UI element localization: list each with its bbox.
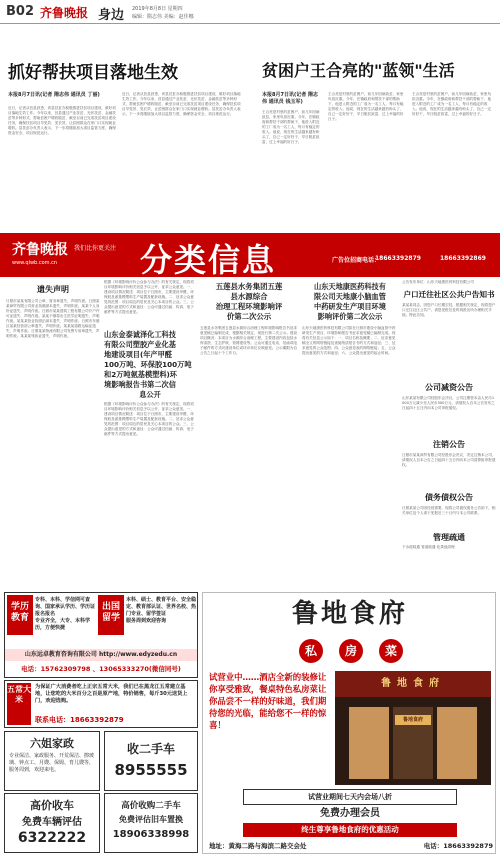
photo-door-left — [349, 707, 389, 779]
restaurant-address: 地址：黄海二路与海滨二路交会处 — [209, 842, 307, 850]
column-pharma-notice — [302, 280, 398, 590]
ad-rice-phone: 联系电话：18663392879 — [35, 716, 124, 724]
pharma-notice-text: 山东天地康医药科技有限公司拟在日照市建设小脑血管中药研发生产项目，环境影响报告书征求意见稿已编制完成。现将有关信息公示如下：一、项目名称及概要；二、征求意见稿全文的网络链接及查阅纸质报告书的方式和途径；三、征求意见的公众范围；四、公众意见表的网络链接；五、公众提出意见的方式和途径；六、公众提出意见的起止时间。 — [302, 326, 396, 355]
ad-edu-right-line: 服务周到欢迎咨询 — [126, 618, 167, 624]
restaurant-event-1: 试营业期间七天内会场八折 — [243, 789, 457, 805]
chem-title-line: 息公开 — [139, 390, 161, 399]
ad-restaurant — [202, 592, 496, 854]
ad-edu-left-label: 学历教育 — [7, 595, 33, 635]
story-right-byline: 本报8月7日讯(记者 隋志伟 通讯员 钱玉军) — [262, 92, 318, 105]
water-title-line: 五莲县水务集团五莲 — [215, 282, 283, 291]
ad-edu-left-line: 专业齐全，大专、本科学历，方便快捷 — [35, 618, 91, 631]
chem-title-line: 地建设项目(年产甲醛 — [104, 350, 172, 359]
restaurant-event-2: 免费办理会员 — [320, 808, 380, 819]
column-misc-notices — [402, 280, 496, 590]
banner-title: 分类信息 — [140, 241, 277, 279]
section-name: 身边 — [98, 8, 125, 23]
restaurant-intro: 试营业中……酒店全新的装修让你享受雅致，餐桌特色私房菜让你品尝不一样的好味道，我们期待您的光临，能给您不一样的惊喜！ — [209, 672, 327, 730]
editors-line: 编辑：隋志伟 美编：赵佳娜 — [132, 14, 194, 20]
ad-car-title: 收二手车 — [126, 742, 175, 756]
chem-title-line: 100万吨、环保胶100万吨 — [104, 360, 192, 369]
ad-rice-label: 五常大米 — [7, 683, 31, 725]
story-left-text-col1: 近日，记者从莒县获悉，该县扶贫办积极推进扶贫项目建设，做好项目落地生效工作。今年以来，莒县通过产业扶贫、光伏扶贫、金融扶贫等多种形式，帮助贫困户增收脱贫，截至目前已完成扶贫项目建设任务，确保扶贫项目早见效、见长效，让贫困群众在家门口实现就业增收。县扶贫办负责人表示，下一步将继续加大项目监管力度，确保资金安全、项目规范运行。 — [8, 106, 116, 135]
ad-rice — [4, 680, 198, 728]
story-left-headline: 抓好帮扶项目落地生效 — [8, 63, 178, 83]
ad-house-text: 专业保洁、家政服务、开荒保洁、擦玻璃、钟点工、月嫂、保姆、育儿嫂等，服务周到，欢迎来电。 — [9, 753, 95, 773]
debt-notice-text: 日照某某公司因经营需要，现将公司债权债务公告如下，相关单位及个人请于见报后三十日内与本公司联系。 — [402, 506, 496, 515]
lost-notice-text: 日照市某某有限公司公章、财务章遗失，声明作废。日照某某商贸有限公司营业执照副本遗失，声明作废。某某个人身份证遗失，声明作废。日照市某某建筑工程有限公司开户许可证遗失，声明作废。某某不慎将出生医学证明遗失，声明作废。某某某营业执照正副本遗失，声明作废。日照市东港区某某经营部公章遗失，声明作废。某某某道路运输证遗失，声明作废。日照某某物流有限公司发票专用章遗失，声明作废。某某某残疾证遗失，声明作废。 — [6, 299, 100, 338]
pharma-title-line: 山东天地康医药科技有 — [314, 282, 386, 291]
ad-car-trade — [104, 793, 198, 853]
water-title-line: 县水源综合 — [230, 292, 268, 301]
restaurant-phone: 电话：18663392879 — [423, 842, 493, 850]
story-right-text-col3: 王合亮是村里的贫困户，前几年因病致贫，家里负担沉重。今年，在镇政府和帮扶干部的帮助下，他进入附近的工厂成为一名工人，每月有稳定的收入。他说，现在的生活越来越有盼头了，自己一定好好干，早日脱贫致富，过上幸福的好日子。 — [412, 92, 492, 116]
ad-edu-right-line: 本科、硕士、教育平台、安全稳定、教育部认证、世界名校、热门专业、留学签证 — [126, 597, 197, 617]
chem-notice-title — [104, 330, 196, 400]
ad-edu-left-text — [35, 597, 95, 632]
story-right-text-col1: 王合亮是村里的贫困户，前几年因病致贫，家里负担沉重。今年，在镇政府和帮扶干部的帮助下，他进入附近的工厂成为一名工人，每月有稳定的收入。他说，现在的生活越来越有盼头了，自己一定好好干，早日脱贫致富，过上幸福的好日子。 — [262, 110, 320, 144]
restaurant-char-badge: 菜 — [379, 639, 403, 663]
water-notice-text: 五莲县水务集团五莲县水源综合治理工程环境影响报告书征求意见稿已编制完成，根据相关规定，现进行第二次公示。建设项目概况：本项目为水源综合治理工程，主要建设内容包括水库清淤、生态护坡、管网建设等。公众可通过电话、信函或电子邮件的方式向建设单位或环评单位反映意见。公示期限为自公告之日起十个工作日。 — [200, 326, 298, 355]
ad-housekeeping — [4, 731, 100, 791]
restaurant-photo — [335, 671, 491, 785]
banner-logo: 齐鲁晚报 — [12, 242, 68, 258]
photo-door-right — [437, 707, 477, 779]
page-number: B02 — [6, 4, 34, 19]
ad-car-number: 8955555 — [114, 761, 188, 779]
drain-service-title: 管理疏通 — [433, 533, 465, 542]
chem-notice-text: 根据《环境影响评价公众参与办法》的有关规定，现将项目环境影响评价相关信息予以公开，征求公众意见。一、建设项目情况简述：项目位于日照市，主要建设甲醛、环保胶及氨基模塑料生产装置及配套设施。二、征求公众意见的范围：项目周边的居民及关心本项目的公众。三、公众提出意见的方式和途径：公众可通过信函、传真、电子邮件等方式提出意见。 — [104, 402, 194, 436]
deregistration-title: 注销公告 — [433, 440, 465, 449]
lost-notice-title: 遗失声明 — [37, 285, 69, 294]
debt-notice-title: 债务债权公告 — [425, 493, 473, 502]
brand-logo: 齐鲁晚报 — [40, 6, 89, 20]
column-water-notice — [200, 280, 298, 590]
story-left-byline: 本报8月7日讯(记者 隋志伟 通讯员 丁丽) — [8, 92, 100, 98]
col5-top-note: 公告发布单位：山东天地康医药科技有限公司 — [402, 280, 474, 284]
chem-notice-pre-text: 根据《环境影响评价公众参与办法》的有关规定，现将项目环境影响评价相关信息予以公开，征求公众意见。一、建设项目情况简述：项目位于日照市，主要建设甲醛、环保胶及氨基模塑料生产装置及配套设施。二、征求公众意见的范围：项目周边的居民及关心本项目的公众。三、公众提出意见的方式和途径：公众可通过信函、传真、电子邮件等方式提出意见。 — [104, 280, 194, 314]
pharma-notice-title — [302, 282, 398, 322]
ad-car2-title: 高价收车 — [30, 799, 74, 812]
ad-car2-sub: 免费车辆评估 — [22, 817, 82, 828]
restaurant-char-badge: 房 — [339, 639, 363, 663]
ad-education — [4, 592, 198, 678]
capital-reduction-title: 公司减资公告 — [425, 383, 473, 392]
chem-title-line: 境影响报告书第二次信 — [104, 380, 176, 389]
ad-house-title: 六姐家政 — [30, 737, 74, 750]
banner-hotline-label: 广告位招商电话： — [332, 257, 381, 264]
chem-title-line: 和2万吨氨基模塑料)环 — [104, 370, 177, 379]
classified-banner — [0, 233, 500, 277]
chem-title-line: 有限公司塑胶产业化基 — [104, 340, 176, 349]
ad-car2-number: 6322222 — [17, 830, 87, 846]
ad-car-buy — [4, 793, 100, 853]
ad-edu-mid-label: 出国留学 — [98, 595, 124, 635]
column-lost-notices — [6, 280, 100, 590]
banner-hotline-2: 18663392869 — [440, 255, 486, 262]
ad-car3-number: 18906338998 — [112, 829, 190, 840]
household-notice-title: 户口迁往社区公共户告知书 — [403, 290, 495, 299]
pharma-title-line: 影响评价第二次公示 — [317, 312, 383, 321]
page-header — [0, 0, 500, 24]
banner-hotline-1: 18663392879 — [375, 255, 421, 262]
water-title-line: 价第二次公示 — [226, 312, 272, 321]
chem-title-line: 山东金泰诚泽化工科技 — [104, 330, 176, 339]
water-title-line: 治理工程环境影响评 — [215, 302, 283, 311]
ad-edu-phone: 电话：15762309798 、13065333270(微信同号) — [21, 665, 181, 673]
ad-car3-sub: 免费评估旧车置换 — [119, 815, 183, 824]
story-right-headline: 贫困户王合亮的"蓝领"生活 — [262, 61, 455, 80]
drain-service-text: 下水道疏通 管道疏通 化粪池清理 — [402, 545, 455, 549]
date-line: 2019年8月8日 星期四 — [132, 6, 183, 12]
restaurant-char-badge: 私 — [299, 639, 323, 663]
banner-url: www.qlwb.com.cn — [12, 260, 57, 266]
pharma-title-line: 限公司天地康小脑血管 — [314, 292, 386, 301]
banner-slogan: 我们比你更关注 — [74, 245, 117, 252]
household-notice-text: 某某某同志，因您户口长期空挂，根据相关规定，现将您户口迁往社区公共户，请您见报后及时到派出所办理相关手续。特此告知。 — [402, 303, 496, 317]
story-left-text-col2: 近日，记者从莒县获悉，该县扶贫办积极推进扶贫项目建设，做好项目落地生效工作。今年以来，莒县通过产业扶贫、光伏扶贫、金融扶贫等多种形式，帮助贫困户增收脱贫，截至目前已完成扶贫项目建设任务，确保扶贫项目早见效、见长效，让贫困群众在家门口实现就业增收。县扶贫办负责人表示，下一步将继续加大项目监管力度，确保资金安全、项目规范运行。 — [122, 92, 241, 116]
ad-rice-text: 为保证广大消费者吃上正宗五常大米，我们已在黑龙江五常建立基地，让您吃的大米百分之百是原产地，特价销售，每斤30元送货上门，欢迎选购。 — [35, 684, 188, 704]
ad-car3-title: 高价收购二手车 — [121, 801, 181, 811]
photo-small-sign: 鲁地食府 — [395, 715, 431, 725]
capital-reduction-text: 山东某某有限公司经股东会决议，公司注册资本由人民币1000万元减少至人民币500万元，请债权人自本公告发布之日起四十五日内向本公司申报债权。 — [402, 396, 495, 410]
pharma-title-line: 中药研发生产项目环境 — [314, 302, 386, 311]
ad-edu-left-line: 专科、本科、学信网可查询、国家承认学历、学历证报名报名 — [35, 597, 96, 617]
ad-edu-contact: 山东远卓教育咨询有限公司 http://www.edyzedu.cn — [5, 649, 197, 661]
water-notice-title — [200, 282, 298, 322]
deregistration-text: 日照市某某商贸有限公司经股东会决议，决定注销本公司，请债权人自本公告之日起四十五日内向本公司清算组申报债权。 — [402, 453, 496, 467]
restaurant-name: 鲁地食府 — [291, 599, 408, 629]
photo-sign: 鲁地食府 — [335, 671, 491, 697]
column-chem-notice — [104, 280, 196, 590]
ad-edu-right-text — [126, 597, 196, 625]
ad-used-car — [104, 731, 198, 791]
restaurant-event-3: 终生尊享鲁地食府的优惠活动 — [243, 823, 457, 837]
story-right-text-col2: 王合亮是村里的贫困户，前几年因病致贫，家里负担沉重。今年，在镇政府和帮扶干部的帮助下，他进入附近的工厂成为一名工人，每月有稳定的收入。他说，现在的生活越来越有盼头了，自己一定好好干，早日脱贫致富，过上幸福的好日子。 — [328, 92, 404, 121]
